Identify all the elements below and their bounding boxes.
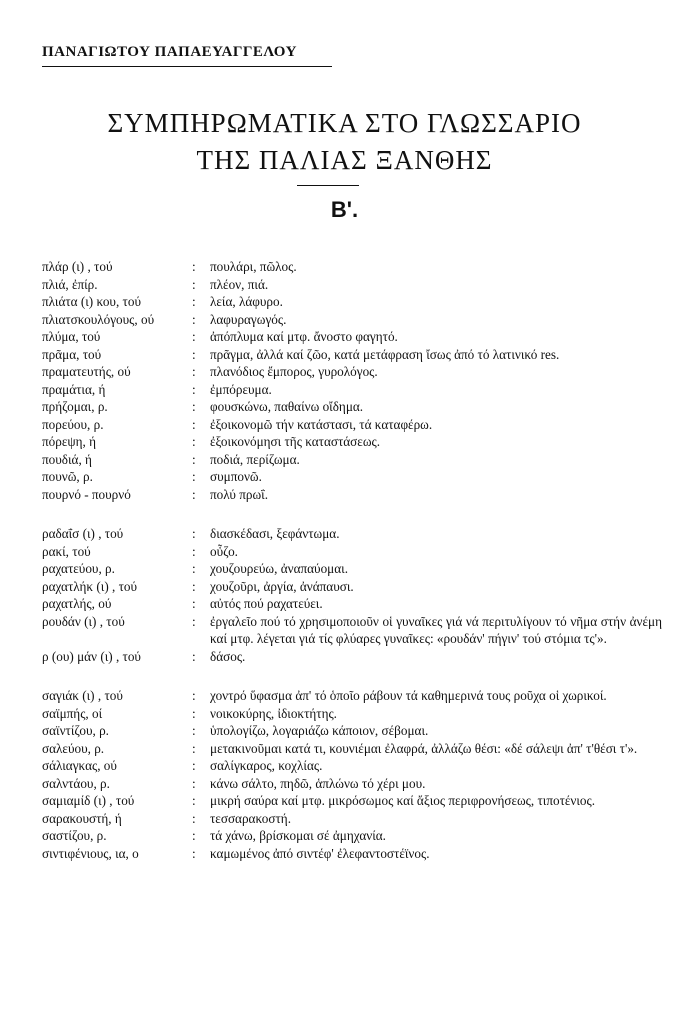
entry-definition: λεία, λάφυρο. — [210, 294, 283, 309]
glossary-entry — [42, 613, 662, 648]
entry-lemma: πουρνό - πουρνό — [42, 486, 131, 502]
entry-lemma: πραμάτια, ή — [42, 381, 106, 397]
glossary-entry — [42, 827, 662, 845]
entry-colon: : — [192, 828, 196, 843]
glossary-entry — [42, 328, 662, 346]
entry-colon: : — [192, 845, 196, 861]
entry-lemma: ραχατλήκ (ι) , τού — [42, 578, 138, 594]
entry-lemma: πλύμα, τού — [42, 329, 101, 344]
entry-colon: : — [192, 381, 196, 397]
glossary-entry — [42, 705, 662, 723]
entry-definition: ἐξοικονόμησι τῆς καταστάσεως. — [210, 434, 381, 449]
entry-lemma: πόρεψη, ή — [42, 434, 97, 449]
entry-colon: : — [192, 294, 196, 309]
entry-colon: : — [192, 416, 196, 432]
entry-definition: νοικοκύρης, ἰδιοκτήτης. — [210, 705, 337, 721]
entry-colon: : — [192, 469, 196, 484]
entry-lemma: πλάρ (ι) , τού — [42, 259, 113, 274]
entry-colon: : — [192, 451, 196, 467]
glossary-entry — [42, 845, 662, 863]
glossary-entry — [42, 792, 662, 810]
entry-colon: : — [192, 399, 196, 414]
glossary-entry — [42, 468, 662, 486]
entry-colon: : — [192, 740, 196, 756]
entry-definition: χουζουρεύω, ἀναπαύομαι. — [210, 561, 348, 576]
entry-colon: : — [192, 311, 196, 327]
entry-definition: μικρή σαύρα καί μτφ. μικρόσωμος καί ἄξιος περιφρονήσεως, τιποτένιος. — [210, 793, 596, 808]
entry-colon: : — [192, 596, 196, 611]
section-mark: Β'. — [330, 197, 359, 222]
entry-colon: : — [192, 723, 196, 738]
entry-lemma: πορεύου, ρ. — [42, 416, 104, 432]
glossary-entry — [42, 595, 662, 613]
entry-colon: : — [192, 561, 196, 576]
glossary-entry — [42, 486, 662, 504]
glossary-entry — [42, 687, 662, 705]
entry-lemma: ραδαΐσ (ι) , τού — [42, 526, 124, 541]
entry-lemma: σαστίζου, ρ. — [42, 828, 107, 843]
glossary-entry — [42, 810, 662, 828]
entry-lemma: σαγιάκ (ι) , τού — [42, 688, 123, 703]
entry-colon: : — [192, 758, 196, 773]
entry-colon: : — [192, 688, 196, 703]
glossary-entry — [42, 363, 662, 381]
glossary-entries — [42, 258, 662, 862]
entry-lemma: πουνῶ, ρ. — [42, 469, 93, 484]
entry-definition: καμωμένος ἀπό σιντέφ' ἐλεφαντοστέϊνος. — [210, 845, 430, 861]
entry-colon: : — [192, 648, 196, 664]
glossary-entry — [42, 381, 662, 399]
entry-colon: : — [192, 793, 196, 808]
glossary-entry — [42, 346, 662, 364]
entry-colon: : — [192, 434, 196, 449]
entry-definition: ποδιά, περίζωμα. — [210, 451, 300, 467]
entry-definition: ἐργαλεῖο πού τό χρησιμοποιοῦν οἱ γυναῖκες γιά νά περιτυλίγουν τό νῆμα στήν ἀνέμη καί μτφ. λέγεται γιά τίς φλύαρες γυναῖκες: «ρουδάν' πήγιν' τού στόμια τς'». — [210, 613, 662, 646]
entry-definition: δάσος. — [210, 648, 246, 664]
entry-definition: πλέον, πιά. — [210, 276, 269, 292]
entry-colon: : — [192, 364, 196, 379]
glossary-entry — [42, 543, 662, 561]
entry-lemma: πραματευτής, ού — [42, 364, 131, 379]
entry-colon: : — [192, 578, 196, 594]
glossary-entry — [42, 416, 662, 434]
entry-colon: : — [192, 705, 196, 721]
glossary-entry — [42, 276, 662, 294]
entry-lemma: πρᾶμα, τού — [42, 346, 102, 362]
entry-definition: πλανόδιος ἔμπορος, γυρολόγος. — [210, 364, 378, 379]
entry-lemma: ρακί, τού — [42, 543, 91, 559]
entry-lemma: ρ (ου) μάν (ι) , τού — [42, 648, 141, 664]
entry-definition: διασκέδασι, ξεφάντωμα. — [210, 526, 340, 541]
title-rule — [297, 185, 359, 186]
glossary-entry — [42, 525, 662, 543]
entry-lemma: πλιάτα (ι) κου, τού — [42, 294, 141, 309]
entry-colon: : — [192, 810, 196, 826]
entry-lemma: ραχατεύου, ρ. — [42, 561, 115, 576]
entry-lemma: σαρακουστή, ή — [42, 810, 122, 826]
entry-colon: : — [192, 543, 196, 559]
glossary-entry — [42, 293, 662, 311]
entry-lemma: σαϊντίζου, ρ. — [42, 723, 109, 738]
entry-definition: σαλίγκαρος, κοχλίας. — [210, 758, 323, 773]
entry-lemma: πρήζομαι, ρ. — [42, 399, 108, 414]
article-title-line-2: ΤΗΣ ΠΑΛΙΑΣ ΞΑΝΘΗΣ — [196, 145, 493, 175]
glossary-entry — [42, 578, 662, 596]
entry-lemma: ρουδάν (ι) , τού — [42, 613, 125, 629]
entry-definition: ἐξοικονομῶ τήν κατάστασι, τά καταφέρω. — [210, 416, 433, 432]
entry-definition: ἀπόπλυμα καί μτφ. ἄνοστο φαγητό. — [210, 329, 398, 344]
glossary-entry — [42, 722, 662, 740]
entry-definition: ὑπολογίζω, λογαριάζω κάποιον, σέβομαι. — [210, 723, 429, 738]
glossary-entry — [42, 775, 662, 793]
entry-lemma: σαμιαμίδ (ι) , τού — [42, 793, 135, 808]
entry-definition: πρᾶγμα, ἀλλά καί ζῶο, κατά μετάφραση ἴσως ἀπό τό λατινικό res. — [210, 346, 560, 362]
entry-colon: : — [192, 526, 196, 541]
entry-definition: συμπονῶ. — [210, 469, 262, 484]
entry-definition: πουλάρι, πῶλος. — [210, 259, 297, 274]
entry-lemma: πλιατσκουλόγους, ού — [42, 311, 155, 327]
entry-definition: χοντρό ὕφασμα ἀπ' τό ὁποῖο ράβουν τά καθημερινά τους ροῦχα οἱ χωρικοί. — [210, 688, 607, 703]
glossary-entry — [42, 757, 662, 775]
entry-definition: χουζοῦρι, ἀργία, ἀνάπαυσι. — [210, 578, 354, 594]
article-title-line-1: ΣΥΜΠΗΡΩΜΑΤΙΚΑ ΣΤΟ ΓΛΩΣΣΑΡΙΟ — [107, 108, 582, 138]
entry-colon: : — [192, 486, 196, 502]
glossary-entry — [42, 648, 662, 666]
entry-definition: οὖζο. — [210, 543, 238, 559]
entry-colon: : — [192, 613, 196, 629]
glossary-entry — [42, 398, 662, 416]
entry-lemma: σαϊμπής, οί — [42, 705, 103, 721]
glossary-entry — [42, 740, 662, 758]
running-head: ΠΑΝΑΓΙΩΤΟΥ ΠΑΠΑΕΥΑΓΓΕΛΟΥ — [42, 44, 297, 60]
glossary-entry — [42, 451, 662, 469]
entry-lemma: σαλντάου, ρ. — [42, 775, 110, 791]
entry-definition: ἐμπόρευμα. — [210, 381, 272, 397]
entry-definition: μετακινοῦμαι κατά τι, κουνιέμαι ἐλαφρά, ἀλλάζω θέσι: «δέ σάλεψι ἀπ' τ'θέσι τ'». — [210, 740, 638, 756]
entry-lemma: σιντιφένιους, ια, ο — [42, 845, 139, 861]
entry-lemma: σάλιαγκας, ού — [42, 758, 117, 773]
glossary-entry — [42, 560, 662, 578]
entry-definition: λαφυραγωγός. — [210, 311, 287, 327]
entry-definition: τεσσαρακοστή. — [210, 810, 292, 826]
entry-definition: κάνω σάλτο, πηδῶ, ἁπλώνω τό χέρι μου. — [210, 775, 426, 791]
glossary-entry — [42, 433, 662, 451]
entry-lemma: πλιά, ἐπίρ. — [42, 276, 98, 292]
entry-definition: αὐτός πού ραχατεύει. — [210, 596, 323, 611]
entry-colon: : — [192, 276, 196, 292]
entry-colon: : — [192, 346, 196, 362]
entry-colon: : — [192, 329, 196, 344]
entry-lemma: σαλεύου, ρ. — [42, 740, 105, 756]
entry-definition: φουσκώνω, παθαίνω οἴδημα. — [210, 399, 364, 414]
entry-definition: πολύ πρωΐ. — [210, 486, 268, 502]
glossary-entry — [42, 258, 662, 276]
entry-lemma: ραχατλής, ού — [42, 596, 112, 611]
entry-colon: : — [192, 259, 196, 274]
entry-lemma: πουδιά, ή — [42, 451, 92, 467]
glossary-entry — [42, 311, 662, 329]
entry-definition: τά χάνω, βρίσκομαι σέ ἀμηχανία. — [210, 828, 386, 843]
entry-colon: : — [192, 775, 196, 791]
running-head-rule — [42, 66, 332, 67]
